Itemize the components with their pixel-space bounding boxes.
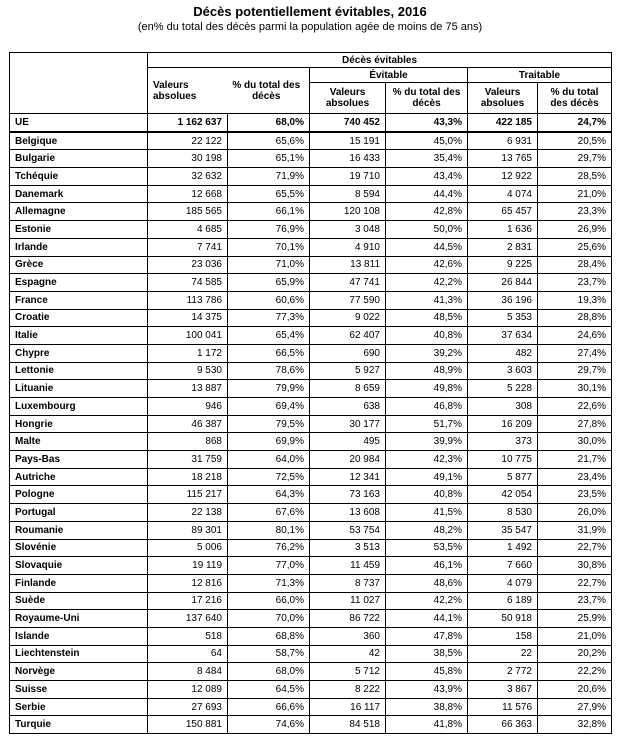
cell-total-abs: 9 530 [148, 362, 228, 380]
table-row [10, 574, 612, 592]
cell-total-abs: 46 387 [148, 415, 228, 433]
table-row [10, 344, 612, 362]
cell-total-abs: 518 [148, 627, 228, 645]
cell-country: Belgique [10, 132, 148, 150]
cell-ev-pct: 40,8% [386, 486, 468, 504]
cell-tr-pct: 23,3% [538, 203, 612, 221]
cell-ev-pct: 38,8% [386, 698, 468, 716]
cell-ev-abs: 30 177 [310, 415, 386, 433]
table-row [10, 486, 612, 504]
cell-total-abs: 18 218 [148, 468, 228, 486]
header-ev-abs: Valeurs absolues [310, 83, 386, 114]
cell-country: Pays-Bas [10, 451, 148, 469]
cell-tr-pct: 27,8% [538, 415, 612, 433]
cell-ev-pct: 48,9% [386, 362, 468, 380]
cell-tr-abs: 2 831 [468, 238, 538, 256]
cell-tr-pct: 29,7% [538, 150, 612, 168]
cell-total-abs: 19 119 [148, 557, 228, 575]
cell-ev-pct: 41,5% [386, 504, 468, 522]
table-row [10, 451, 612, 469]
cell-ev-abs: 8 222 [310, 681, 386, 699]
cell-total-abs: 12 668 [148, 185, 228, 203]
cell-country: Croatie [10, 309, 148, 327]
cell-tr-pct: 22,2% [538, 663, 612, 681]
cell-tr-pct: 30,1% [538, 380, 612, 398]
cell-ev-pct: 42,6% [386, 256, 468, 274]
cell-tr-abs: 7 660 [468, 557, 538, 575]
cell-total-pct: 69,4% [228, 398, 310, 416]
cell-ev-pct: 39,9% [386, 433, 468, 451]
cell-total-pct: 65,4% [228, 327, 310, 345]
cell-country: Hongrie [10, 415, 148, 433]
table-row [10, 716, 612, 734]
table-row [10, 681, 612, 699]
cell-country: Finlande [10, 574, 148, 592]
cell-tr-abs: 10 775 [468, 451, 538, 469]
cell-total-abs: 64 [148, 645, 228, 663]
cell-ev-pct: 53,5% [386, 539, 468, 557]
cell-country: Serbie [10, 698, 148, 716]
cell-total-pct: 65,9% [228, 274, 310, 292]
cell-ev-abs: 8 594 [310, 185, 386, 203]
cell-tr-pct: 21,7% [538, 451, 612, 469]
cell-tr-pct: 29,7% [538, 362, 612, 380]
cell-country: France [10, 291, 148, 309]
header-traitable: Traitable [468, 68, 612, 83]
cell-tr-pct: 24,7% [538, 114, 612, 132]
cell-tr-abs: 13 765 [468, 150, 538, 168]
cell-tr-abs: 422 185 [468, 114, 538, 132]
cell-ev-pct: 43,3% [386, 114, 468, 132]
cell-total-pct: 68,8% [228, 627, 310, 645]
cell-ev-abs: 9 022 [310, 309, 386, 327]
cell-ev-abs: 16 433 [310, 150, 386, 168]
cell-ev-pct: 48,5% [386, 309, 468, 327]
cell-country: Liechtenstein [10, 645, 148, 663]
header-group: Décès évitables [148, 53, 612, 68]
cell-tr-pct: 31,9% [538, 521, 612, 539]
cell-ev-abs: 53 754 [310, 521, 386, 539]
cell-tr-abs: 8 530 [468, 504, 538, 522]
cell-tr-pct: 26,0% [538, 504, 612, 522]
cell-total-pct: 64,0% [228, 451, 310, 469]
cell-country: Luxembourg [10, 398, 148, 416]
cell-ev-pct: 42,2% [386, 274, 468, 292]
table-row [10, 256, 612, 274]
cell-ev-abs: 19 710 [310, 168, 386, 186]
table-row [10, 610, 612, 628]
cell-total-abs: 89 301 [148, 521, 228, 539]
cell-country: Allemagne [10, 203, 148, 221]
cell-total-pct: 71,0% [228, 256, 310, 274]
cell-country: Portugal [10, 504, 148, 522]
cell-ev-abs: 84 518 [310, 716, 386, 734]
cell-total-abs: 868 [148, 433, 228, 451]
cell-total-pct: 66,5% [228, 344, 310, 362]
cell-tr-pct: 23,5% [538, 486, 612, 504]
cell-country: Turquie [10, 716, 148, 734]
cell-tr-pct: 30,0% [538, 433, 612, 451]
table-row [10, 663, 612, 681]
cell-total-abs: 4 685 [148, 221, 228, 239]
cell-total-pct: 65,1% [228, 150, 310, 168]
cell-total-pct: 68,0% [228, 114, 310, 132]
cell-total-abs: 13 887 [148, 380, 228, 398]
cell-tr-abs: 1 636 [468, 221, 538, 239]
cell-tr-abs: 66 363 [468, 716, 538, 734]
cell-total-abs: 100 041 [148, 327, 228, 345]
cell-ev-pct: 46,1% [386, 557, 468, 575]
table-row [10, 185, 612, 203]
cell-country: Chypre [10, 344, 148, 362]
cell-ev-abs: 3 048 [310, 221, 386, 239]
cell-tr-abs: 6 931 [468, 132, 538, 150]
cell-tr-pct: 23,7% [538, 274, 612, 292]
cell-tr-pct: 20,2% [538, 645, 612, 663]
cell-ev-abs: 4 910 [310, 238, 386, 256]
cell-tr-pct: 30,8% [538, 557, 612, 575]
cell-tr-pct: 28,8% [538, 309, 612, 327]
cell-tr-pct: 28,4% [538, 256, 612, 274]
cell-total-abs: 17 216 [148, 592, 228, 610]
cell-total-pct: 72,5% [228, 468, 310, 486]
table-row [10, 168, 612, 186]
cell-ev-pct: 39,2% [386, 344, 468, 362]
cell-tr-pct: 27,9% [538, 698, 612, 716]
table-row [10, 291, 612, 309]
cell-tr-abs: 35 547 [468, 521, 538, 539]
cell-tr-abs: 37 634 [468, 327, 538, 345]
cell-total-abs: 31 759 [148, 451, 228, 469]
cell-tr-pct: 22,7% [538, 574, 612, 592]
header-ev-pct: % du total des décès [386, 83, 468, 114]
cell-tr-abs: 50 918 [468, 610, 538, 628]
cell-ev-abs: 11 459 [310, 557, 386, 575]
cell-total-abs: 30 198 [148, 150, 228, 168]
cell-ev-pct: 47,8% [386, 627, 468, 645]
cell-ev-abs: 3 513 [310, 539, 386, 557]
cell-total-pct: 74,6% [228, 716, 310, 734]
table-row [10, 504, 612, 522]
cell-ev-pct: 42,3% [386, 451, 468, 469]
cell-tr-abs: 42 054 [468, 486, 538, 504]
cell-ev-abs: 495 [310, 433, 386, 451]
cell-tr-pct: 25,9% [538, 610, 612, 628]
cell-ev-abs: 638 [310, 398, 386, 416]
cell-ev-abs: 13 608 [310, 504, 386, 522]
cell-tr-pct: 22,7% [538, 539, 612, 557]
cell-ev-pct: 50,0% [386, 221, 468, 239]
cell-ev-abs: 42 [310, 645, 386, 663]
cell-tr-abs: 16 209 [468, 415, 538, 433]
cell-total-abs: 8 484 [148, 663, 228, 681]
cell-total-pct: 79,9% [228, 380, 310, 398]
cell-ev-pct: 48,6% [386, 574, 468, 592]
table-row [10, 521, 612, 539]
cell-country: Suisse [10, 681, 148, 699]
cell-country: Irlande [10, 238, 148, 256]
cell-total-abs: 74 585 [148, 274, 228, 292]
header-corner [10, 53, 148, 114]
table-row [10, 557, 612, 575]
cell-tr-abs: 5 228 [468, 380, 538, 398]
cell-country: Danemark [10, 185, 148, 203]
header-total-pct: % du total des décès [232, 79, 301, 102]
cell-ev-abs: 13 811 [310, 256, 386, 274]
cell-total-abs: 12 089 [148, 681, 228, 699]
cell-country: Slovaquie [10, 557, 148, 575]
cell-ev-abs: 8 659 [310, 380, 386, 398]
table-row [10, 539, 612, 557]
cell-tr-pct: 21,0% [538, 185, 612, 203]
cell-total-abs: 113 786 [148, 291, 228, 309]
table-row [10, 433, 612, 451]
cell-country: Autriche [10, 468, 148, 486]
cell-country: Tchéquie [10, 168, 148, 186]
cell-ev-abs: 360 [310, 627, 386, 645]
page-subtitle: (en% du total des décès parmi la population agée de moins de 75 ans) [137, 21, 483, 33]
cell-total-abs: 27 693 [148, 698, 228, 716]
cell-total-pct: 64,3% [228, 486, 310, 504]
cell-ev-abs: 690 [310, 344, 386, 362]
table-row [10, 203, 612, 221]
cell-ev-pct: 40,8% [386, 327, 468, 345]
cell-total-abs: 7 741 [148, 238, 228, 256]
cell-total-pct: 71,3% [228, 574, 310, 592]
cell-ev-pct: 43,9% [386, 681, 468, 699]
header-tr-pct: % du total des décès [538, 83, 612, 114]
cell-tr-abs: 6 189 [468, 592, 538, 610]
cell-tr-pct: 20,5% [538, 132, 612, 150]
cell-tr-abs: 3 603 [468, 362, 538, 380]
table-row [10, 132, 612, 150]
cell-tr-abs: 65 457 [468, 203, 538, 221]
cell-country: Lituanie [10, 380, 148, 398]
table-row [10, 645, 612, 663]
cell-tr-pct: 21,0% [538, 627, 612, 645]
cell-country: Royaume-Uni [10, 610, 148, 628]
table-row [10, 362, 612, 380]
cell-tr-pct: 23,4% [538, 468, 612, 486]
cell-country: Norvège [10, 663, 148, 681]
cell-total-pct: 76,9% [228, 221, 310, 239]
table-row [10, 380, 612, 398]
table-row [10, 592, 612, 610]
cell-tr-abs: 2 772 [468, 663, 538, 681]
cell-total-abs: 23 036 [148, 256, 228, 274]
header-total-abs: Valeurs absolues [153, 79, 197, 102]
cell-total-abs: 185 565 [148, 203, 228, 221]
cell-ev-abs: 11 027 [310, 592, 386, 610]
cell-total-pct: 79,5% [228, 415, 310, 433]
cell-total-pct: 58,7% [228, 645, 310, 663]
cell-tr-abs: 5 353 [468, 309, 538, 327]
cell-total-abs: 14 375 [148, 309, 228, 327]
table-row [10, 274, 612, 292]
cell-total-pct: 66,0% [228, 592, 310, 610]
cell-tr-pct: 23,7% [538, 592, 612, 610]
cell-total-abs: 22 138 [148, 504, 228, 522]
cell-ev-abs: 86 722 [310, 610, 386, 628]
cell-tr-pct: 19,3% [538, 291, 612, 309]
cell-ev-pct: 51,7% [386, 415, 468, 433]
cell-tr-abs: 3 867 [468, 681, 538, 699]
cell-total-pct: 70,0% [228, 610, 310, 628]
cell-ev-abs: 73 163 [310, 486, 386, 504]
cell-ev-abs: 12 341 [310, 468, 386, 486]
table-row [10, 415, 612, 433]
cell-ev-abs: 62 407 [310, 327, 386, 345]
cell-tr-pct: 22,6% [538, 398, 612, 416]
cell-tr-pct: 24,6% [538, 327, 612, 345]
cell-ev-abs: 740 452 [310, 114, 386, 132]
deaths-table [9, 52, 612, 734]
table-row [10, 398, 612, 416]
cell-country: Grèce [10, 256, 148, 274]
table-row [10, 698, 612, 716]
cell-ev-pct: 45,8% [386, 663, 468, 681]
cell-total-abs: 22 122 [148, 132, 228, 150]
cell-total-pct: 80,1% [228, 521, 310, 539]
table-row [10, 627, 612, 645]
cell-total-pct: 66,6% [228, 698, 310, 716]
cell-tr-pct: 28,5% [538, 168, 612, 186]
cell-tr-abs: 158 [468, 627, 538, 645]
cell-ev-pct: 49,8% [386, 380, 468, 398]
cell-total-pct: 64,5% [228, 681, 310, 699]
cell-total-pct: 60,6% [228, 291, 310, 309]
cell-total-abs: 1 162 637 [148, 114, 228, 132]
cell-total-pct: 65,5% [228, 185, 310, 203]
cell-country: Slovénie [10, 539, 148, 557]
cell-ev-pct: 41,8% [386, 716, 468, 734]
cell-ev-abs: 20 984 [310, 451, 386, 469]
cell-country: Malte [10, 433, 148, 451]
cell-tr-abs: 4 074 [468, 185, 538, 203]
cell-total-pct: 78,6% [228, 362, 310, 380]
cell-tr-abs: 373 [468, 433, 538, 451]
cell-total-abs: 115 217 [148, 486, 228, 504]
table-row [10, 221, 612, 239]
cell-ev-abs: 16 117 [310, 698, 386, 716]
cell-total-abs: 150 881 [148, 716, 228, 734]
cell-ev-pct: 42,8% [386, 203, 468, 221]
cell-total-pct: 77,0% [228, 557, 310, 575]
header-tr-abs: Valeurs absolues [468, 83, 538, 114]
header-evitable: Évitable [310, 68, 468, 83]
cell-total-abs: 1 172 [148, 344, 228, 362]
cell-tr-abs: 482 [468, 344, 538, 362]
cell-tr-abs: 11 576 [468, 698, 538, 716]
cell-country: Roumanie [10, 521, 148, 539]
cell-total-pct: 67,6% [228, 504, 310, 522]
cell-total-pct: 66,1% [228, 203, 310, 221]
cell-ev-pct: 44,1% [386, 610, 468, 628]
cell-tr-abs: 36 196 [468, 291, 538, 309]
cell-tr-abs: 308 [468, 398, 538, 416]
cell-tr-abs: 26 844 [468, 274, 538, 292]
cell-ev-pct: 45,0% [386, 132, 468, 150]
cell-total-abs: 946 [148, 398, 228, 416]
cell-total-abs: 137 640 [148, 610, 228, 628]
cell-tr-pct: 26,9% [538, 221, 612, 239]
cell-ev-pct: 43,4% [386, 168, 468, 186]
cell-ev-abs: 120 108 [310, 203, 386, 221]
cell-country: Islande [10, 627, 148, 645]
cell-ev-pct: 49,1% [386, 468, 468, 486]
cell-country: Suède [10, 592, 148, 610]
cell-ev-abs: 8 737 [310, 574, 386, 592]
table-row [10, 327, 612, 345]
cell-total-pct: 68,0% [228, 663, 310, 681]
table-row-ue [10, 114, 612, 132]
cell-total-abs: 32 632 [148, 168, 228, 186]
cell-ev-abs: 5 712 [310, 663, 386, 681]
cell-country: Bulgarie [10, 150, 148, 168]
table-row [10, 238, 612, 256]
cell-ev-abs: 15 191 [310, 132, 386, 150]
table-row [10, 468, 612, 486]
cell-ev-abs: 77 590 [310, 291, 386, 309]
cell-tr-abs: 9 225 [468, 256, 538, 274]
table-row [10, 309, 612, 327]
cell-total-pct: 69,9% [228, 433, 310, 451]
cell-ev-pct: 46,8% [386, 398, 468, 416]
cell-ev-pct: 44,5% [386, 238, 468, 256]
cell-tr-abs: 22 [468, 645, 538, 663]
cell-country: Lettonie [10, 362, 148, 380]
cell-tr-abs: 4 079 [468, 574, 538, 592]
cell-total-pct: 70,1% [228, 238, 310, 256]
cell-country: Pologne [10, 486, 148, 504]
cell-total-pct: 76,2% [228, 539, 310, 557]
cell-ev-abs: 5 927 [310, 362, 386, 380]
table-body [10, 114, 612, 734]
table-row [10, 150, 612, 168]
cell-country: Espagne [10, 274, 148, 292]
cell-total-pct: 65,6% [228, 132, 310, 150]
cell-tr-abs: 12 922 [468, 168, 538, 186]
cell-total-abs: 12 816 [148, 574, 228, 592]
cell-tr-abs: 1 492 [468, 539, 538, 557]
cell-country: UE [10, 114, 148, 132]
cell-total-abs: 5 006 [148, 539, 228, 557]
cell-country: Italie [10, 327, 148, 345]
cell-ev-pct: 44,4% [386, 185, 468, 203]
cell-ev-pct: 48,2% [386, 521, 468, 539]
page-title: Décès potentiellement évitables, 2016 [193, 4, 427, 19]
cell-ev-pct: 41,3% [386, 291, 468, 309]
cell-country: Estonie [10, 221, 148, 239]
cell-tr-abs: 5 877 [468, 468, 538, 486]
cell-ev-abs: 47 741 [310, 274, 386, 292]
cell-ev-pct: 35,4% [386, 150, 468, 168]
cell-tr-pct: 32,8% [538, 716, 612, 734]
cell-total-pct: 77,3% [228, 309, 310, 327]
cell-tr-pct: 27,4% [538, 344, 612, 362]
cell-total-pct: 71,9% [228, 168, 310, 186]
header-total-block [148, 68, 310, 114]
cell-tr-pct: 25,6% [538, 238, 612, 256]
cell-ev-pct: 38,5% [386, 645, 468, 663]
cell-ev-pct: 42,2% [386, 592, 468, 610]
cell-tr-pct: 20,6% [538, 681, 612, 699]
